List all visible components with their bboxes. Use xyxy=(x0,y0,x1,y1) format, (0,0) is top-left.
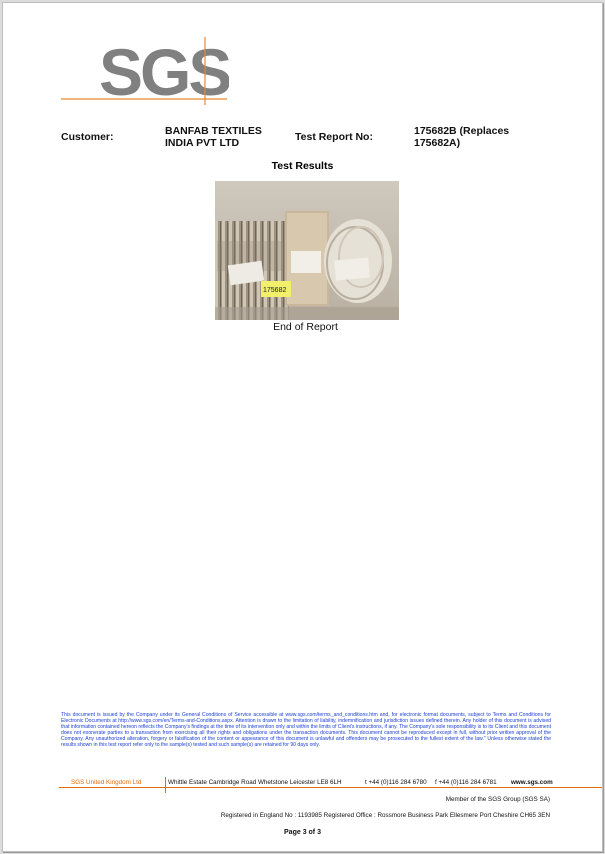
customer-name-line2: INDIA PVT LTD xyxy=(165,137,240,149)
end-of-report: End of Report xyxy=(273,321,338,333)
footer-registered: Registered in England No : 1193985 Registered Office : Rossmore Business Park Ellesmere Port Cheshire CH65 3EN xyxy=(220,812,550,819)
report-no-line2: 175682A) xyxy=(414,137,461,149)
footer-address: Whittle Estate Cambridge Road Whetstone Leicester LE8 6LH xyxy=(168,779,342,786)
footer-website-text: www.sgs.com xyxy=(511,779,553,786)
footer-fax: f +44 (0)116 284 6781 xyxy=(435,779,497,786)
section-title: Test Results xyxy=(271,160,334,172)
footer-company: SGS United Kingdom Ltd xyxy=(71,779,142,786)
report-no-line1: 175682B (Replaces xyxy=(414,125,510,137)
customer-label: Customer: xyxy=(61,131,114,143)
footer-rule-vertical xyxy=(165,777,166,793)
sgs-logo xyxy=(61,35,229,107)
sample-photo xyxy=(215,181,399,320)
footer-member: Member of the SGS Group (SGS SA) xyxy=(445,796,550,803)
report-no xyxy=(414,125,509,149)
report-page xyxy=(2,2,603,852)
sgs-logo-text: SGS xyxy=(99,35,229,107)
customer-name xyxy=(165,125,262,149)
footer-rule-right xyxy=(165,787,602,788)
footer-rule-left xyxy=(59,787,165,788)
sample-photo-drawing xyxy=(215,181,399,320)
page-number: Page 3 of 3 xyxy=(284,829,321,836)
report-no-label: Test Report No: xyxy=(295,131,373,143)
footer-phone: t +44 (0)116 284 6780 xyxy=(365,779,427,786)
disclaimer-text: This document is issued by the Company under its General Conditions of Service accessible at www.sgs.com/terms_and_conditions.htm and, for electronic format documents, subject to Terms and Conditions for Electronic Documents at http://www.sgs.com/en/Terms-and-Conditions.aspx. Attention is drawn to the limitation of liability, indemnification and jurisdiction issues defined therein. Any holder of this document is advised that information contained hereon reflects the Company's findings at the time of its intervention only and within the limits of Client's instructions, if any. The Company's sole responsibility is to its Client and this document does not exonerate parties to a transaction from exercising all their rights and obligations under the transaction documents. This document cannot be reproduced except in full, without prior written approval of the Company. Any unauthorized alteration, forgery or falsification of the content or appearance of this document is unlawful and offenders may be prosecuted to the fullest extent of the law." Unless otherwise stated the results shown in this test report refer only to the sample(s) tested and such sample(s) are retained for 90 days only. xyxy=(61,712,551,748)
customer-name-line1: BANFAB TEXTILES xyxy=(165,125,262,137)
sample-tag: 175682 xyxy=(263,287,287,294)
footer-website[interactable] xyxy=(511,779,553,786)
